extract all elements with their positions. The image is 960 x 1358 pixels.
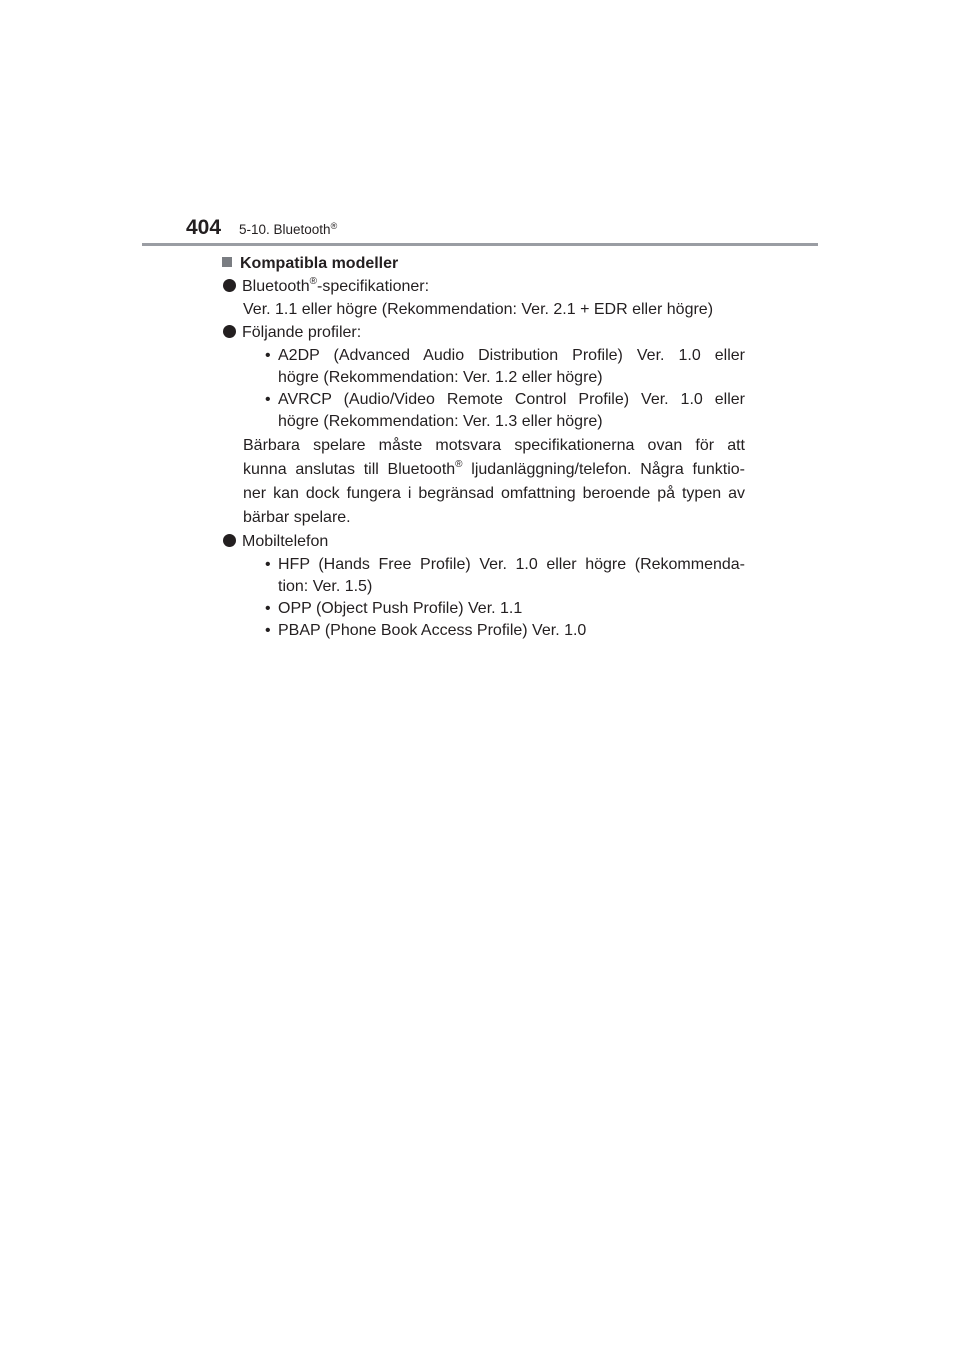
section-title xyxy=(239,222,337,238)
opp-line: OPP (Object Push Profile) Ver. 1.1 xyxy=(278,600,523,617)
a2dp-line-2: högre (Rekommendation: Ver. 1.2 eller högre) xyxy=(278,369,603,386)
square-bullet-icon xyxy=(222,257,232,267)
hfp-line-1: HFP (Hands Free Profile) Ver. 1.0 eller högre (Rekommenda- xyxy=(278,556,745,573)
circle-bullet-icon xyxy=(223,325,236,338)
circle-bullet-icon xyxy=(223,534,236,547)
circle-bullet-icon xyxy=(223,279,236,292)
profiles-label: Följande profiler: xyxy=(242,324,362,341)
paragraph-line-1: Bärbara spelare måste motsvara specifikationerna ovan för att xyxy=(243,437,745,454)
list-item-mobile xyxy=(223,531,328,553)
a2dp-line-1: A2DP (Advanced Audio Distribution Profile) Ver. 1.0 eller xyxy=(278,347,745,364)
spec-label-suffix: -specifikationer: xyxy=(316,278,430,295)
paragraph-line-2 xyxy=(243,459,745,481)
header-divider xyxy=(142,243,818,246)
hfp-line-2: tion: Ver. 1.5) xyxy=(278,578,373,595)
bullet-icon: • xyxy=(265,622,271,639)
bullet-icon: • xyxy=(265,556,271,573)
section-heading xyxy=(222,253,398,275)
paragraph-line-4: bärbar spelare. xyxy=(243,509,351,526)
spec-version: Ver. 1.1 eller högre (Rekommendation: Ver. 2.1 + EDR eller högre) xyxy=(243,301,714,318)
page-number: 404 xyxy=(186,216,222,239)
page-header xyxy=(186,216,816,246)
paragraph-line-3: ner kan dock fungera i begränsad omfattning beroende på typen av xyxy=(243,485,745,502)
section-title-text: 5-10. Bluetooth xyxy=(239,222,331,237)
paragraph-text: kunna anslutas till Bluetooth xyxy=(243,461,456,478)
list-item-bluetooth-spec xyxy=(223,276,429,298)
bullet-icon: • xyxy=(265,347,271,364)
heading-text: Kompatibla modeller xyxy=(240,255,399,272)
paragraph-text: ljudanläggning/telefon. Några funktio- xyxy=(462,461,745,478)
avrcp-line-1: AVRCP (Audio/Video Remote Control Profile) Ver. 1.0 eller xyxy=(278,391,745,408)
list-item-profiles xyxy=(223,322,361,344)
registered-mark: ® xyxy=(330,221,338,231)
bullet-icon: • xyxy=(265,600,271,617)
avrcp-line-2: högre (Rekommendation: Ver. 1.3 eller högre) xyxy=(278,413,603,430)
bullet-icon: • xyxy=(265,391,271,408)
spec-label: Bluetooth xyxy=(242,278,310,295)
registered-mark: ® xyxy=(309,276,317,287)
mobile-label: Mobiltelefon xyxy=(242,533,329,550)
registered-mark: ® xyxy=(455,459,463,470)
pbap-line: PBAP (Phone Book Access Profile) Ver. 1.0 xyxy=(278,622,587,639)
